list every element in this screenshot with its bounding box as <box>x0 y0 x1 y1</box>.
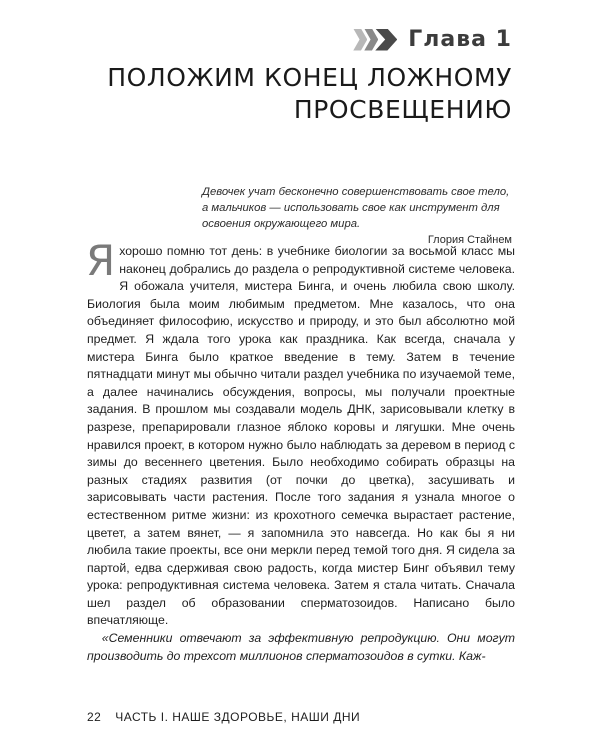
chapter-header <box>353 27 512 52</box>
chapter-title-line-2: ПРОСВЕЩЕНИЮ <box>293 95 512 124</box>
chapter-title <box>107 62 512 126</box>
epigraph <box>202 184 512 246</box>
drop-cap: Я <box>86 236 116 285</box>
quote-paragraph: «Семенники отвечают за эффективную репродукцию. Они могут производить до трехсот миллионов сперматозоидов в сутки. Каж- <box>87 631 515 663</box>
chevron-arrows-icon <box>353 29 394 51</box>
paragraph-text: хорошо помню тот день: в учебнике биологии за восьмой класс мы наконец добрались до раздела о репродуктивной системе человека. Я обожала учителя, мистера Бинга, и очень любила свою школу. Биология была моим любимым предметом. Мне казалось, что она объединяет философию, искусство и природу, и это был абсолютно мой предмет. Я ждала того урока как праздника. Как всегда, сначала у мистера Бинга было краткое введение в тему. Затем в течение пятнадцати минут мы обычно читали раздел учебника по изучаемой теме, а далее начинались обсуждения, вопросы, мы получали проектные задания. В прошлом мы создавали модель ДНК, зарисовывали клетку в разрезе, препарировали глазное яблоко коровы и лягушки. Мне очень нравился проект, в котором нужно было наблюдать за деревом в период с зимы до весеннего цветения. Было необходимо собирать образцы на разных стадиях развития (от почки до цветка), засушивать и зарисовывать части растения. После того задания я узнала многое о естественном ритме жизни: из крохотного семечка вырастает растение, цветет, а затем вянет, — я запомнила это навсегда. Но как бы я ни любила такие проекты, все они меркли перед темой того дня. Я сидела за партой, едва сдерживая свою радость, когда мистер Бинг объявил тему урока: репродуктивная система человека. Затем я стала читать. Сначала шел раздел об образовании сперматозоидов. Написано было впечатляюще. <box>87 244 515 628</box>
chapter-label: Глава 1 <box>408 27 512 52</box>
epigraph-text: Девочек учат бесконечно совершенствовать свое тело, а мальчиков — использовать свое как инструмент для освоения окружающего мира. <box>202 186 510 230</box>
epigraph-author: Глория Стайнем <box>427 234 512 246</box>
page-footer <box>87 710 360 724</box>
page-number: 22 <box>87 710 102 724</box>
chapter-title-line-1: ПОЛОЖИМ КОНЕЦ ЛОЖНОМУ <box>107 63 512 92</box>
running-head: ЧАСТЬ I. НАШЕ ЗДОРОВЬЕ, НАШИ ДНИ <box>115 710 361 724</box>
